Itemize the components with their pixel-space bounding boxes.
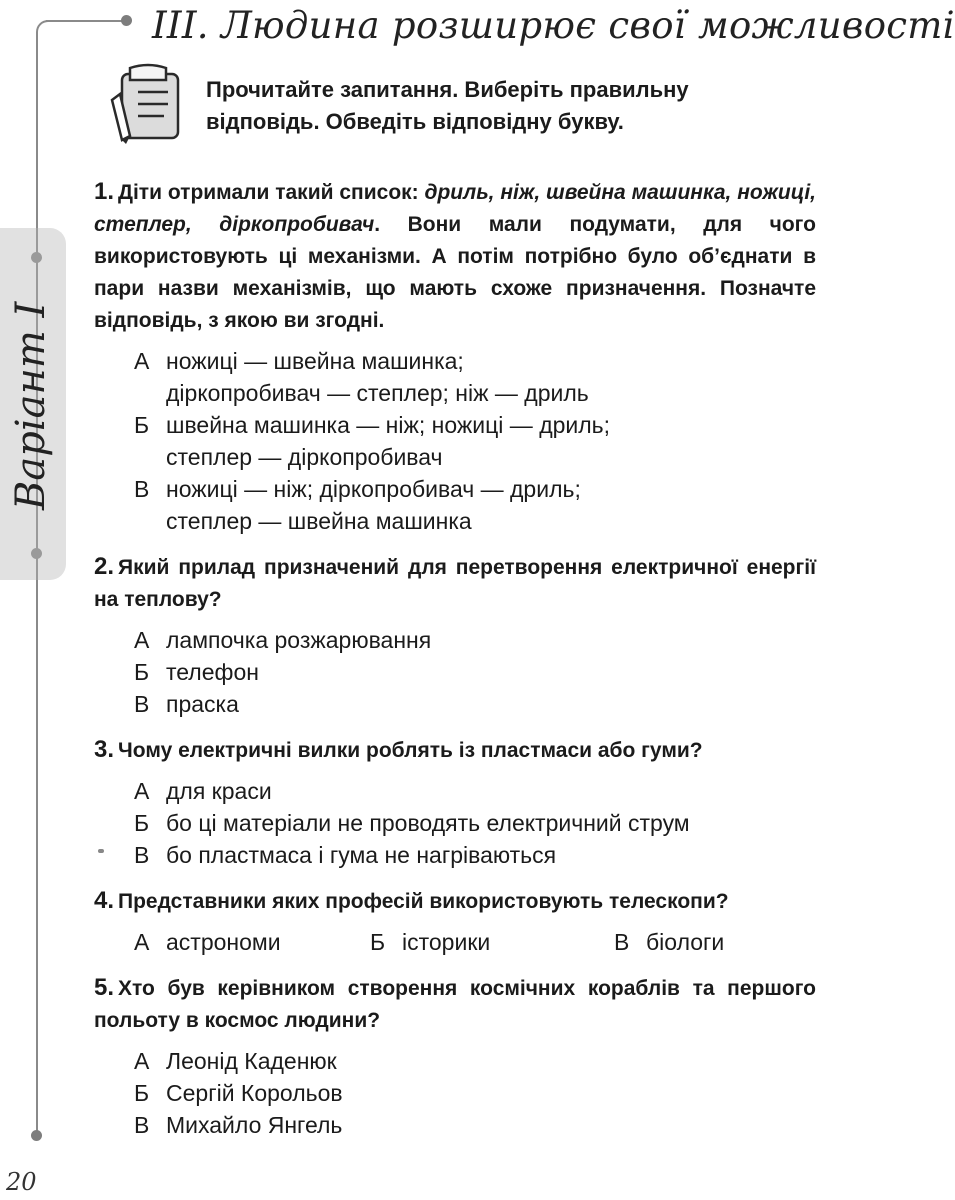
answer-letter[interactable]: А xyxy=(134,929,150,955)
instruction-text: Прочитайте запитання. Виберіть правильну відповідь. Обведіть відповідну букву. xyxy=(206,77,689,134)
answer-option[interactable] xyxy=(134,775,816,807)
answer-options xyxy=(134,624,816,720)
answer-letter[interactable]: Б xyxy=(134,659,150,685)
answer-option[interactable] xyxy=(134,1045,816,1077)
answer-option[interactable] xyxy=(134,409,816,473)
answer-letter[interactable]: Б xyxy=(134,810,150,836)
question-text-segment: . Вони мали подумати, для чого використовують ці механізми. А потім потрібно було об’єднати в пари назви механізмів, що мають схоже призначення. Позначте відповідь, з якою ви згодні. xyxy=(94,213,816,332)
question-number: 5. xyxy=(94,974,115,1001)
answer-letter[interactable]: А xyxy=(134,627,150,653)
question-3 xyxy=(94,734,816,871)
question-text-segment: Чому електричні вилки роблять із пластмаси або гуми? xyxy=(118,739,703,762)
question-text-segment: Який прилад призначений для перетворення електричної енергії на теплову? xyxy=(94,556,816,611)
question-2 xyxy=(94,551,816,720)
variant-label: Варіант І xyxy=(8,301,54,510)
question-1 xyxy=(94,176,816,537)
question-text xyxy=(94,551,816,616)
answer-options xyxy=(134,926,816,958)
answer-text: бо пластмаса і гума не нагріваються xyxy=(166,842,557,868)
question-text xyxy=(94,972,816,1037)
question-number: 1. xyxy=(94,178,115,205)
answer-text: бо ці матеріали не проводять електричний струм xyxy=(166,810,690,836)
answer-text: ножиці — швейна машинка; діркопробивач — степлер; ніж — дриль xyxy=(166,348,589,406)
frame-dot-bottom xyxy=(31,1130,42,1141)
question-text-italic: дриль, ніж, швейна машинка, ножиці, степлер, діркопробивач xyxy=(94,181,816,236)
question-text xyxy=(94,734,816,767)
answer-letter[interactable]: Б xyxy=(134,1080,150,1106)
answer-option[interactable] xyxy=(134,1077,816,1109)
margin-mark xyxy=(98,849,104,853)
answer-text: швейна машинка — ніж; ножиці — дриль; степлер — діркопробивач xyxy=(166,412,611,470)
answer-option[interactable] xyxy=(134,688,816,720)
question-5 xyxy=(94,972,816,1141)
answer-text: лампочка розжарювання xyxy=(166,627,432,653)
answer-letter[interactable]: А xyxy=(134,348,150,374)
page-number: 20 xyxy=(6,1168,37,1196)
answer-letter[interactable]: А xyxy=(134,778,150,804)
answer-text: біологи xyxy=(646,929,725,955)
answer-text: історики xyxy=(402,929,491,955)
question-text-segment: Хто був керівником створення космічних кораблів та першого польоту в космос людини? xyxy=(94,977,816,1032)
answer-text: для краси xyxy=(166,778,272,804)
question-list xyxy=(94,176,816,1155)
answer-text: Сергій Корольов xyxy=(166,1080,343,1106)
answer-option[interactable] xyxy=(134,807,816,839)
answer-option[interactable] xyxy=(370,926,614,958)
answer-option[interactable] xyxy=(134,624,816,656)
question-number: 4. xyxy=(94,887,115,914)
section-title: III. Людина розширює свої можливості xyxy=(152,4,955,47)
answer-letter[interactable]: В xyxy=(134,1112,150,1138)
answer-options xyxy=(134,775,816,871)
question-number: 2. xyxy=(94,553,115,580)
answer-letter[interactable]: В xyxy=(134,842,150,868)
question-4 xyxy=(94,885,816,958)
answer-letter[interactable]: Б xyxy=(134,412,150,438)
question-text xyxy=(94,176,816,337)
answer-letter[interactable]: В xyxy=(134,476,150,502)
tab-dot-top xyxy=(31,252,42,263)
answer-letter[interactable]: А xyxy=(134,1048,150,1074)
answer-letter[interactable]: В xyxy=(614,929,630,955)
answer-options xyxy=(134,1045,816,1141)
answer-option[interactable] xyxy=(134,345,816,409)
answer-option[interactable] xyxy=(134,926,370,958)
question-text-segment: Представники яких професій використовують телескопи? xyxy=(118,890,729,913)
frame-line-left xyxy=(36,32,38,1132)
question-number: 3. xyxy=(94,736,115,763)
answer-text: астрономи xyxy=(166,929,281,955)
answer-letter[interactable]: Б xyxy=(370,929,386,955)
answer-text: праска xyxy=(166,691,239,717)
frame-line-corner xyxy=(36,20,52,36)
answer-text: ножиці — ніж; діркопробивач — дриль; степлер — швейна машинка xyxy=(166,476,581,534)
answer-options xyxy=(134,345,816,537)
question-text-segment: Діти отримали такий список: xyxy=(118,181,425,204)
answer-text: телефон xyxy=(166,659,259,685)
answer-text: Леонід Каденюк xyxy=(166,1048,337,1074)
answer-text: Михайло Янгель xyxy=(166,1112,343,1138)
clipboard-pencil-icon xyxy=(108,60,188,144)
frame-line-top xyxy=(46,20,126,22)
answer-option[interactable] xyxy=(134,1109,816,1141)
answer-option[interactable] xyxy=(134,656,816,688)
answer-option[interactable] xyxy=(614,926,724,958)
question-text xyxy=(94,885,816,918)
tab-dot-bottom xyxy=(31,548,42,559)
answer-letter[interactable]: В xyxy=(134,691,150,717)
answer-option[interactable] xyxy=(134,473,816,537)
frame-dot-top xyxy=(121,15,132,26)
answer-option[interactable] xyxy=(134,839,816,871)
